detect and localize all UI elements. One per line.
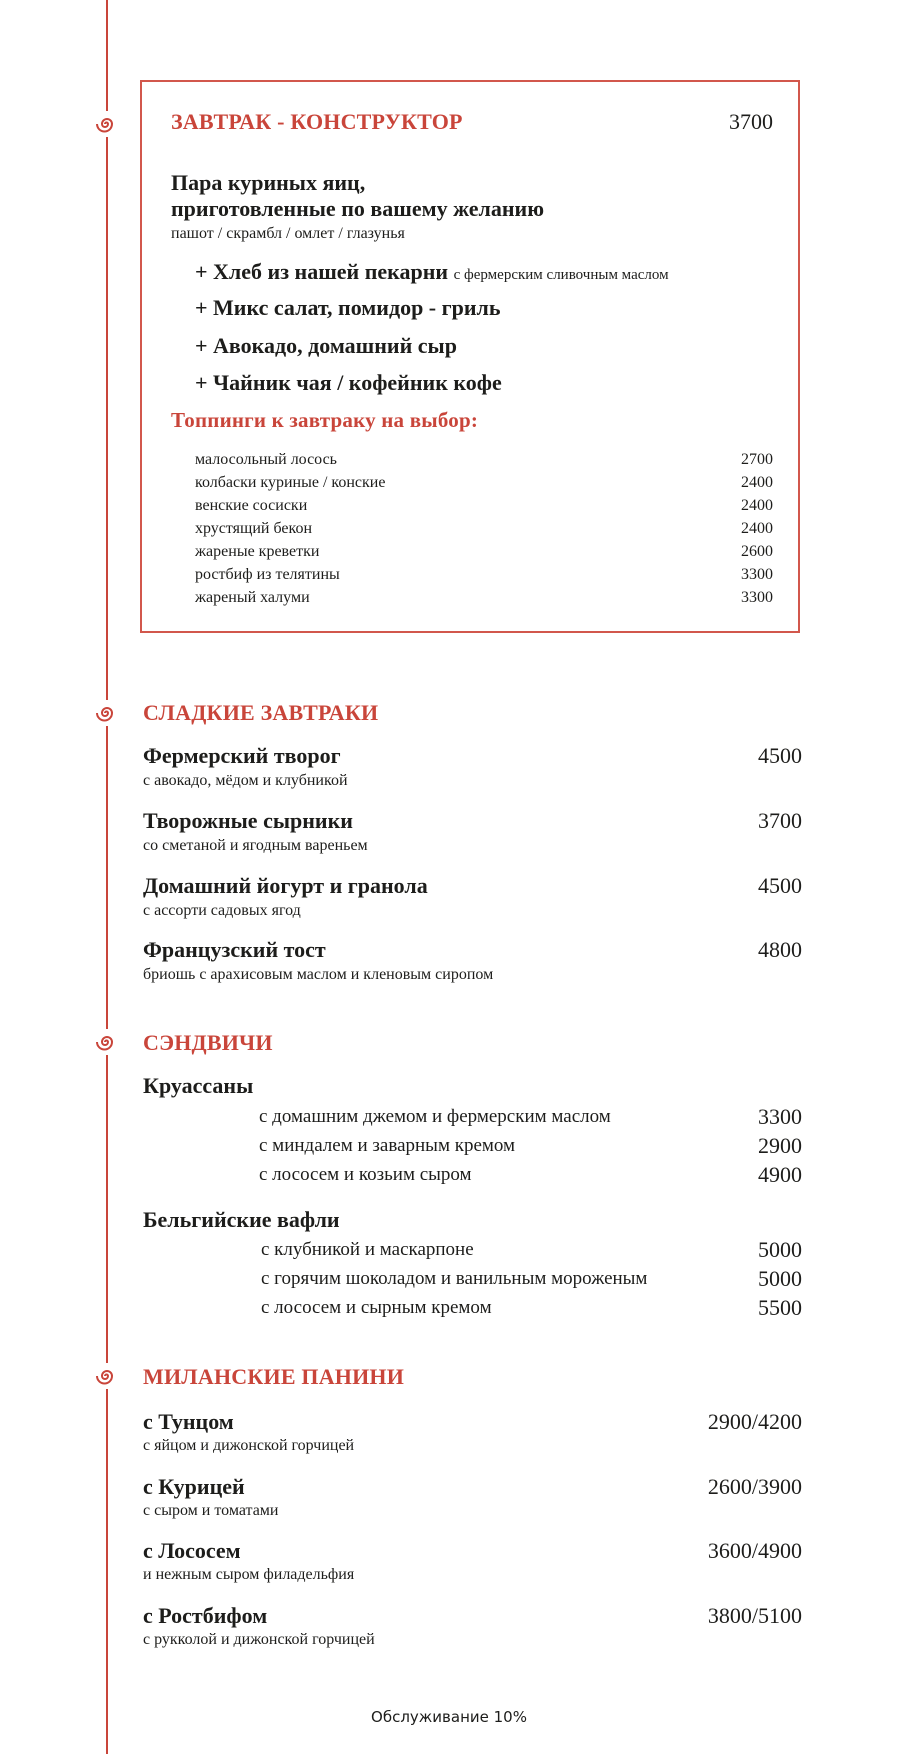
waffle-price: 5000 <box>758 1266 802 1291</box>
waffle-variant: с клубникой и маскарпоне <box>261 1239 474 1260</box>
eggs-title-line2: приготовленные по вашему желанию <box>171 196 545 221</box>
eggs-title-line1: Пара куриных яиц, <box>171 170 366 195</box>
croissant-price: 3300 <box>758 1104 802 1129</box>
waffle-price: 5500 <box>758 1295 802 1320</box>
topping-name: ростбиф из телятины <box>195 566 340 583</box>
topping-name: хрустящий бекон <box>195 520 313 537</box>
topping-name: малосольный лосось <box>195 451 337 468</box>
topping-name: жареный халуми <box>195 589 310 606</box>
include-item: + Чайник чая / кофейник кофе <box>195 370 502 395</box>
decorative-rail <box>106 0 108 1754</box>
swirl-ornament-icon <box>93 111 119 137</box>
croissant-price: 4900 <box>758 1162 802 1187</box>
menu-item-price: 4800 <box>758 937 802 962</box>
section-title-sweet: СЛАДКИЕ ЗАВТРАКИ <box>143 700 379 725</box>
include-item: + Авокадо, домашний сыр <box>195 333 457 358</box>
menu-item-desc: бриошь с арахисовым маслом и кленовым сиропом <box>143 966 494 983</box>
croissants-title: Круассаны <box>143 1073 254 1098</box>
include-item: + Хлеб из нашей пекарни с фермерским сливочным маслом <box>195 259 669 284</box>
menu-item-name: с Ростбифом <box>143 1603 268 1628</box>
eggs-description: пашот / скрамбл / омлет / глазунья <box>171 225 405 242</box>
menu-item-price: 4500 <box>758 743 802 768</box>
section-title-panini: МИЛАНСКИЕ ПАНИНИ <box>143 1364 405 1389</box>
menu-item-price: 2900/4200 <box>707 1409 802 1434</box>
topping-price: 2400 <box>741 520 773 537</box>
constructor-price: 3700 <box>729 109 773 134</box>
topping-price: 2700 <box>741 451 773 468</box>
croissant-variant: с домашним джемом и фермерским маслом <box>259 1106 611 1127</box>
swirl-ornament-icon <box>93 1029 119 1055</box>
croissant-variant: с лососем и козьим сыром <box>259 1164 472 1185</box>
croissant-variant: с миндалем и заварным кремом <box>259 1135 516 1156</box>
constructor-title: ЗАВТРАК - КОНСТРУКТОР <box>171 109 463 134</box>
section-title-sandwiches: СЭНДВИЧИ <box>143 1030 273 1055</box>
toppings-title: Топпинги к завтраку на выбор: <box>171 408 479 432</box>
waffle-variant: с лососем и сырным кремом <box>261 1297 492 1318</box>
topping-price: 2400 <box>741 474 773 491</box>
include-note: с фермерским сливочным маслом <box>453 267 669 283</box>
swirl-ornament-icon <box>93 1363 119 1389</box>
menu-item-name: с Курицей <box>143 1474 245 1499</box>
service-charge-note: Обслуживание 10% <box>371 1708 527 1726</box>
menu-item-name: Домашний йогурт и гранола <box>143 873 428 898</box>
menu-item-desc: с авокадо, мёдом и клубникой <box>143 772 348 789</box>
waffle-variant: с горячим шоколадом и ванильным мороженым <box>261 1268 648 1289</box>
menu-item-name: с Лососем <box>143 1538 241 1563</box>
menu-item-desc: с яйцом и дижонской горчицей <box>143 1437 355 1454</box>
menu-item-price: 4500 <box>758 873 802 898</box>
croissant-price: 2900 <box>758 1133 802 1158</box>
menu-item-desc: с рукколой и дижонской горчицей <box>143 1631 375 1648</box>
swirl-ornament-icon <box>93 700 119 726</box>
topping-name: венские сосиски <box>195 497 308 514</box>
menu-item-desc: с сыром и томатами <box>143 1502 279 1519</box>
menu-item-desc: со сметаной и ягодным вареньем <box>143 837 368 854</box>
waffles-title: Бельгийские вафли <box>143 1207 340 1232</box>
topping-price: 2600 <box>741 543 773 560</box>
menu-item-price: 3700 <box>758 808 802 833</box>
include-item: + Микс салат, помидор - гриль <box>195 295 501 320</box>
topping-price: 2400 <box>741 497 773 514</box>
menu-item-price: 2600/3900 <box>707 1474 802 1499</box>
menu-item-desc: с ассорти садовых ягод <box>143 902 301 919</box>
menu-item-desc: и нежным сыром филадельфия <box>143 1566 355 1583</box>
waffle-price: 5000 <box>758 1237 802 1262</box>
topping-price: 3300 <box>741 566 773 583</box>
menu-item-name: с Тунцом <box>143 1409 234 1434</box>
menu-item-name: Французский тост <box>143 937 326 962</box>
menu-item-name: Фермерский творог <box>143 743 341 768</box>
menu-item-price: 3800/5100 <box>707 1603 802 1628</box>
topping-name: жареные креветки <box>195 543 320 560</box>
menu-item-price: 3600/4900 <box>707 1538 802 1563</box>
menu-item-name: Творожные сырники <box>143 808 353 833</box>
topping-price: 3300 <box>741 589 773 606</box>
topping-name: колбаски куриные / конские <box>195 474 386 491</box>
